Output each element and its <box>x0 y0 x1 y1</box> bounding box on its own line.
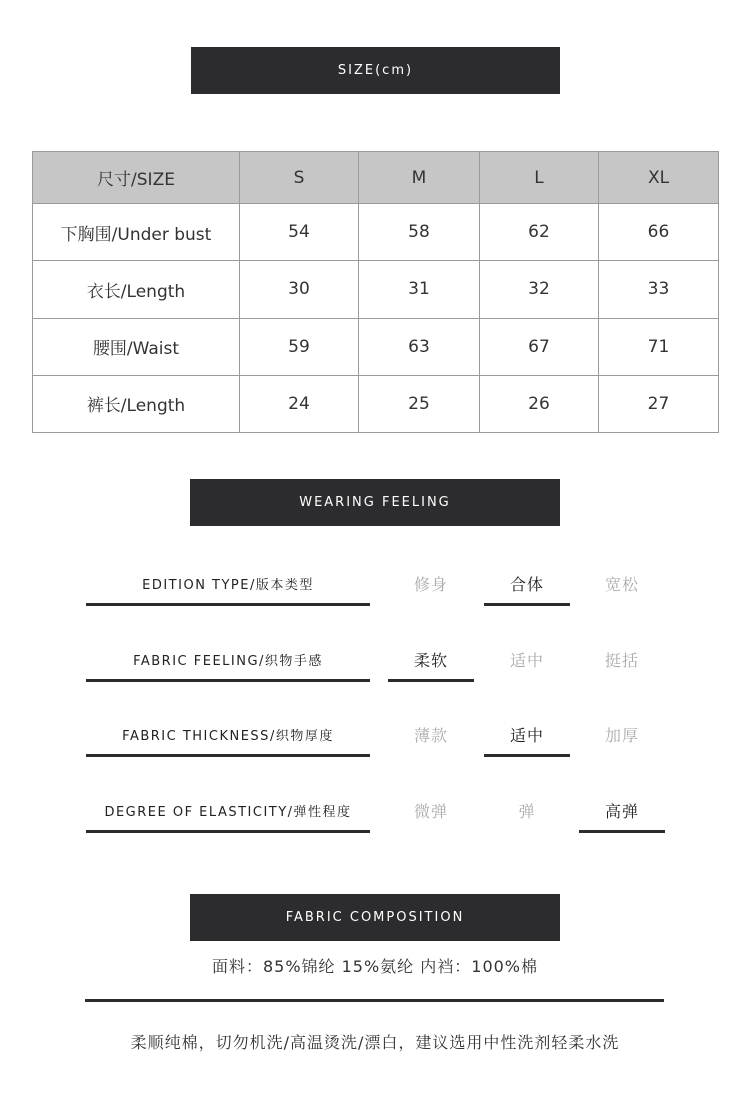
feeling-option-selected: 合体 <box>484 563 570 606</box>
table-cell: 30 <box>240 261 359 318</box>
feeling-option: 宽松 <box>604 574 639 594</box>
feeling-label: EDITION TYPE/版本类型 <box>86 563 370 606</box>
table-cell: 63 <box>359 318 480 375</box>
table-cell: 24 <box>240 375 359 432</box>
table-row <box>33 204 719 261</box>
feeling-row-elasticity <box>0 790 750 840</box>
size-table <box>32 151 719 433</box>
feeling-option-selected: 适中 <box>484 714 570 757</box>
care-instructions-text: 柔顺纯棉，切勿机洗/高温烫洗/漂白，建议选用中性洗剂轻柔水洗 <box>130 1033 620 1052</box>
table-cell: 59 <box>240 318 359 375</box>
feeling-option: 挺括 <box>604 650 639 670</box>
table-cell: 58 <box>359 204 480 261</box>
row-label: 衣长/Length <box>33 261 240 318</box>
table-cell: 66 <box>599 204 719 261</box>
feeling-row-fabric-feeling <box>0 639 750 689</box>
header-cell-size: 尺寸/SIZE <box>33 152 240 204</box>
table-cell: 67 <box>480 318 599 375</box>
table-cell: 33 <box>599 261 719 318</box>
feeling-label: FABRIC THICKNESS/织物厚度 <box>86 714 370 757</box>
feeling-label: FABRIC FEELING/织物手感 <box>86 639 370 682</box>
composition-section-title: FABRIC COMPOSITION <box>190 894 560 941</box>
table-cell: 27 <box>599 375 719 432</box>
table-row <box>33 318 719 375</box>
table-cell: 26 <box>480 375 599 432</box>
header-cell-xl: XL <box>599 152 719 204</box>
feeling-label: DEGREE OF ELASTICITY/弹性程度 <box>86 790 370 833</box>
feeling-row-fabric-thickness <box>0 714 750 764</box>
size-section-title: SIZE(cm) <box>191 47 560 94</box>
feeling-option: 弹 <box>518 801 536 821</box>
feeling-option: 修身 <box>413 574 448 594</box>
feeling-row-edition-type <box>0 563 750 613</box>
divider <box>85 999 664 1002</box>
size-table-header <box>33 152 719 204</box>
row-label: 腰围/Waist <box>33 318 240 375</box>
row-label: 裤长/Length <box>33 375 240 432</box>
header-cell-l: L <box>480 152 599 204</box>
fabric-composition-text: 面料：85%锦纶 15%氨纶 内裆：100%棉 <box>211 957 539 976</box>
feeling-option: 加厚 <box>604 725 639 745</box>
table-cell: 71 <box>599 318 719 375</box>
row-label: 下胸围/Under bust <box>33 204 240 261</box>
table-cell: 62 <box>480 204 599 261</box>
table-row <box>33 375 719 432</box>
table-cell: 25 <box>359 375 480 432</box>
feeling-option-selected: 柔软 <box>388 639 474 682</box>
feeling-option: 适中 <box>509 650 544 670</box>
feeling-option-selected: 高弹 <box>579 790 665 833</box>
table-row <box>33 261 719 318</box>
table-cell: 54 <box>240 204 359 261</box>
wearing-section-title: WEARING FEELING <box>190 479 560 526</box>
header-cell-s: S <box>240 152 359 204</box>
feeling-option: 微弹 <box>413 801 448 821</box>
header-cell-m: M <box>359 152 480 204</box>
table-cell: 32 <box>480 261 599 318</box>
feeling-option: 薄款 <box>413 725 448 745</box>
table-cell: 31 <box>359 261 480 318</box>
